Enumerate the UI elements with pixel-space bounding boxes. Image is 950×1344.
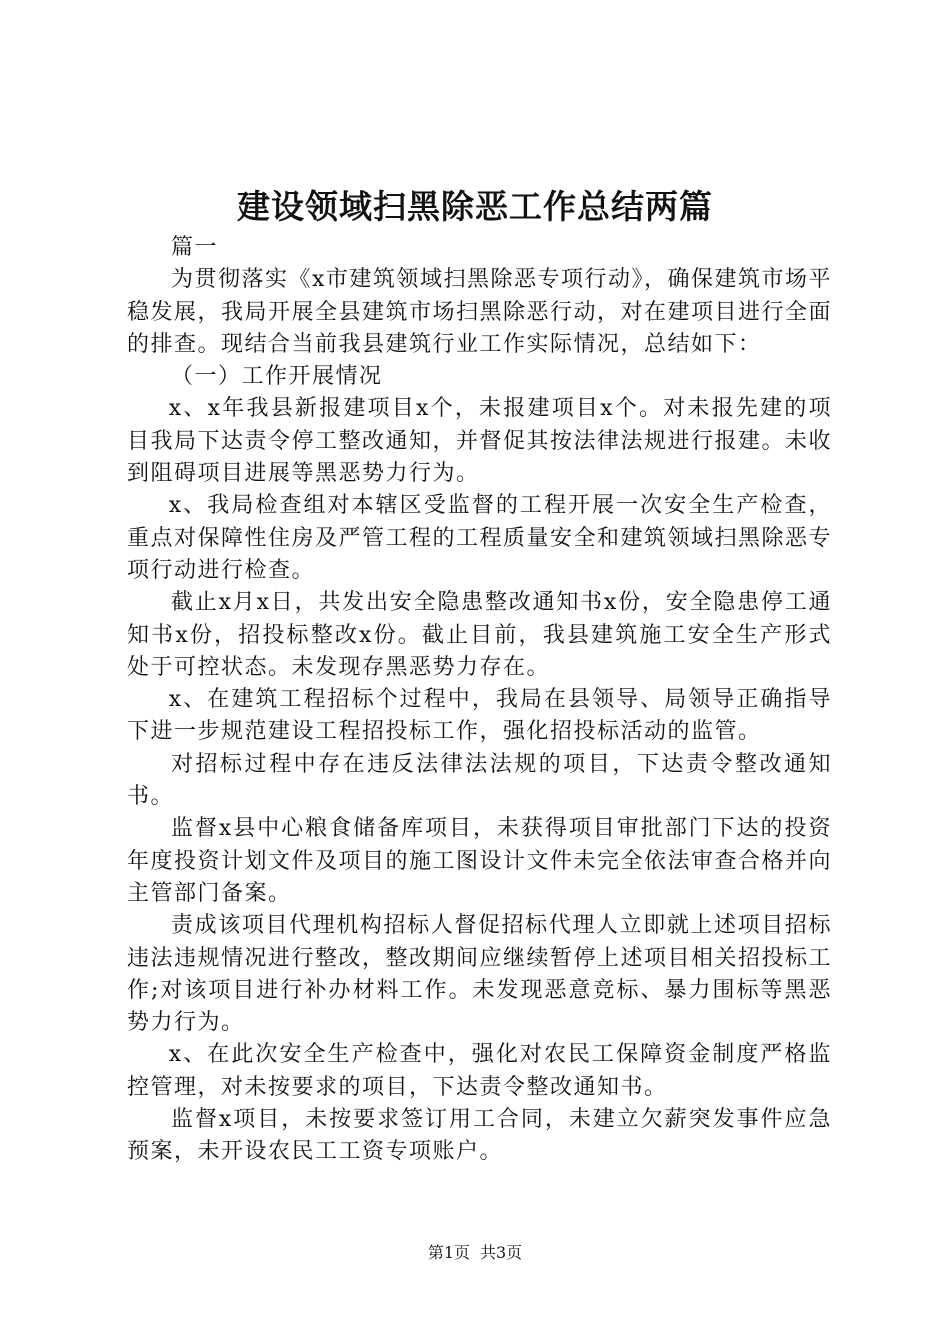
intro-paragraph: 为贯彻落实《x市建筑领域扫黑除恶专项行动》，确保建筑市场平稳发展，我局开展全县建筑市场扫黑除恶行动，对在建项目进行全面的排查。现结合当前我县建筑行业工作实际情况，总结如下： bbox=[127, 267, 833, 357]
body-paragraph: x、x年我县新报建项目x个，未报建项目x个。对未报先建的项目我局下达责令停工整改通知，并督促其按法律法规进行报建。未收到阻碍项目进展等黑恶势力行为。 bbox=[127, 396, 833, 487]
page-footer bbox=[0, 1241, 950, 1265]
document-title: 建设领域扫黑除恶工作总结两篇 bbox=[237, 187, 713, 226]
body-paragraph: 截止x月x日，共发出安全隐患整改通知书x份，安全隐患停工通知书x份，招投标整改x份。截止目前，我县建筑施工安全生产形式处于可控状态。未发现存黑恶势力存在。 bbox=[127, 590, 832, 680]
body-paragraph: x、在建筑工程招标个过程中，我局在县领导、局领导正确指导下进一步规范建设工程招投标工作，强化招投标活动的监管。 bbox=[127, 687, 832, 745]
body-paragraph: 监督x项目，未按要求签订用工合同，未建立欠薪突发事件应急预案，未开设农民工工资专项账户。 bbox=[127, 1107, 832, 1165]
document-body bbox=[127, 232, 832, 1169]
body-paragraph: 责成该项目代理机构招标人督促招标代理人立即就上述项目招标违法违规情况进行整改，整改期间应继续暂停上述项目相关招投标工作;对该项目进行补办材料工作。未发现恶意竞标、暴力围标等黑恶势力行为。 bbox=[127, 913, 833, 1036]
section-heading: （一）工作开展情况 bbox=[171, 364, 383, 390]
page-number: 第1页 bbox=[427, 1243, 470, 1262]
section-label: 篇一 bbox=[171, 235, 219, 260]
body-paragraph: x、在此次安全生产检查中，强化对农民工保障资金制度严格监控管理，对未按要求的项目，下达责令整改通知书。 bbox=[127, 1042, 832, 1100]
body-paragraph: 监督x县中心粮食储备库项目，未获得项目审批部门下达的投资年度投资计划文件及项目的施工图设计文件未完全依法审查合格并向主管部门备案。 bbox=[127, 816, 833, 906]
page-total: 共3页 bbox=[480, 1243, 523, 1262]
body-paragraph: x、我局检查组对本辖区受监督的工程开展一次安全生产检查，重点对保障性住房及严管工程的工程质量安全和建筑领域扫黑除恶专项行动进行检查。 bbox=[127, 493, 833, 583]
body-paragraph: 对招标过程中存在违反法律法法规的项目，下达责令整改通知书。 bbox=[127, 751, 832, 810]
